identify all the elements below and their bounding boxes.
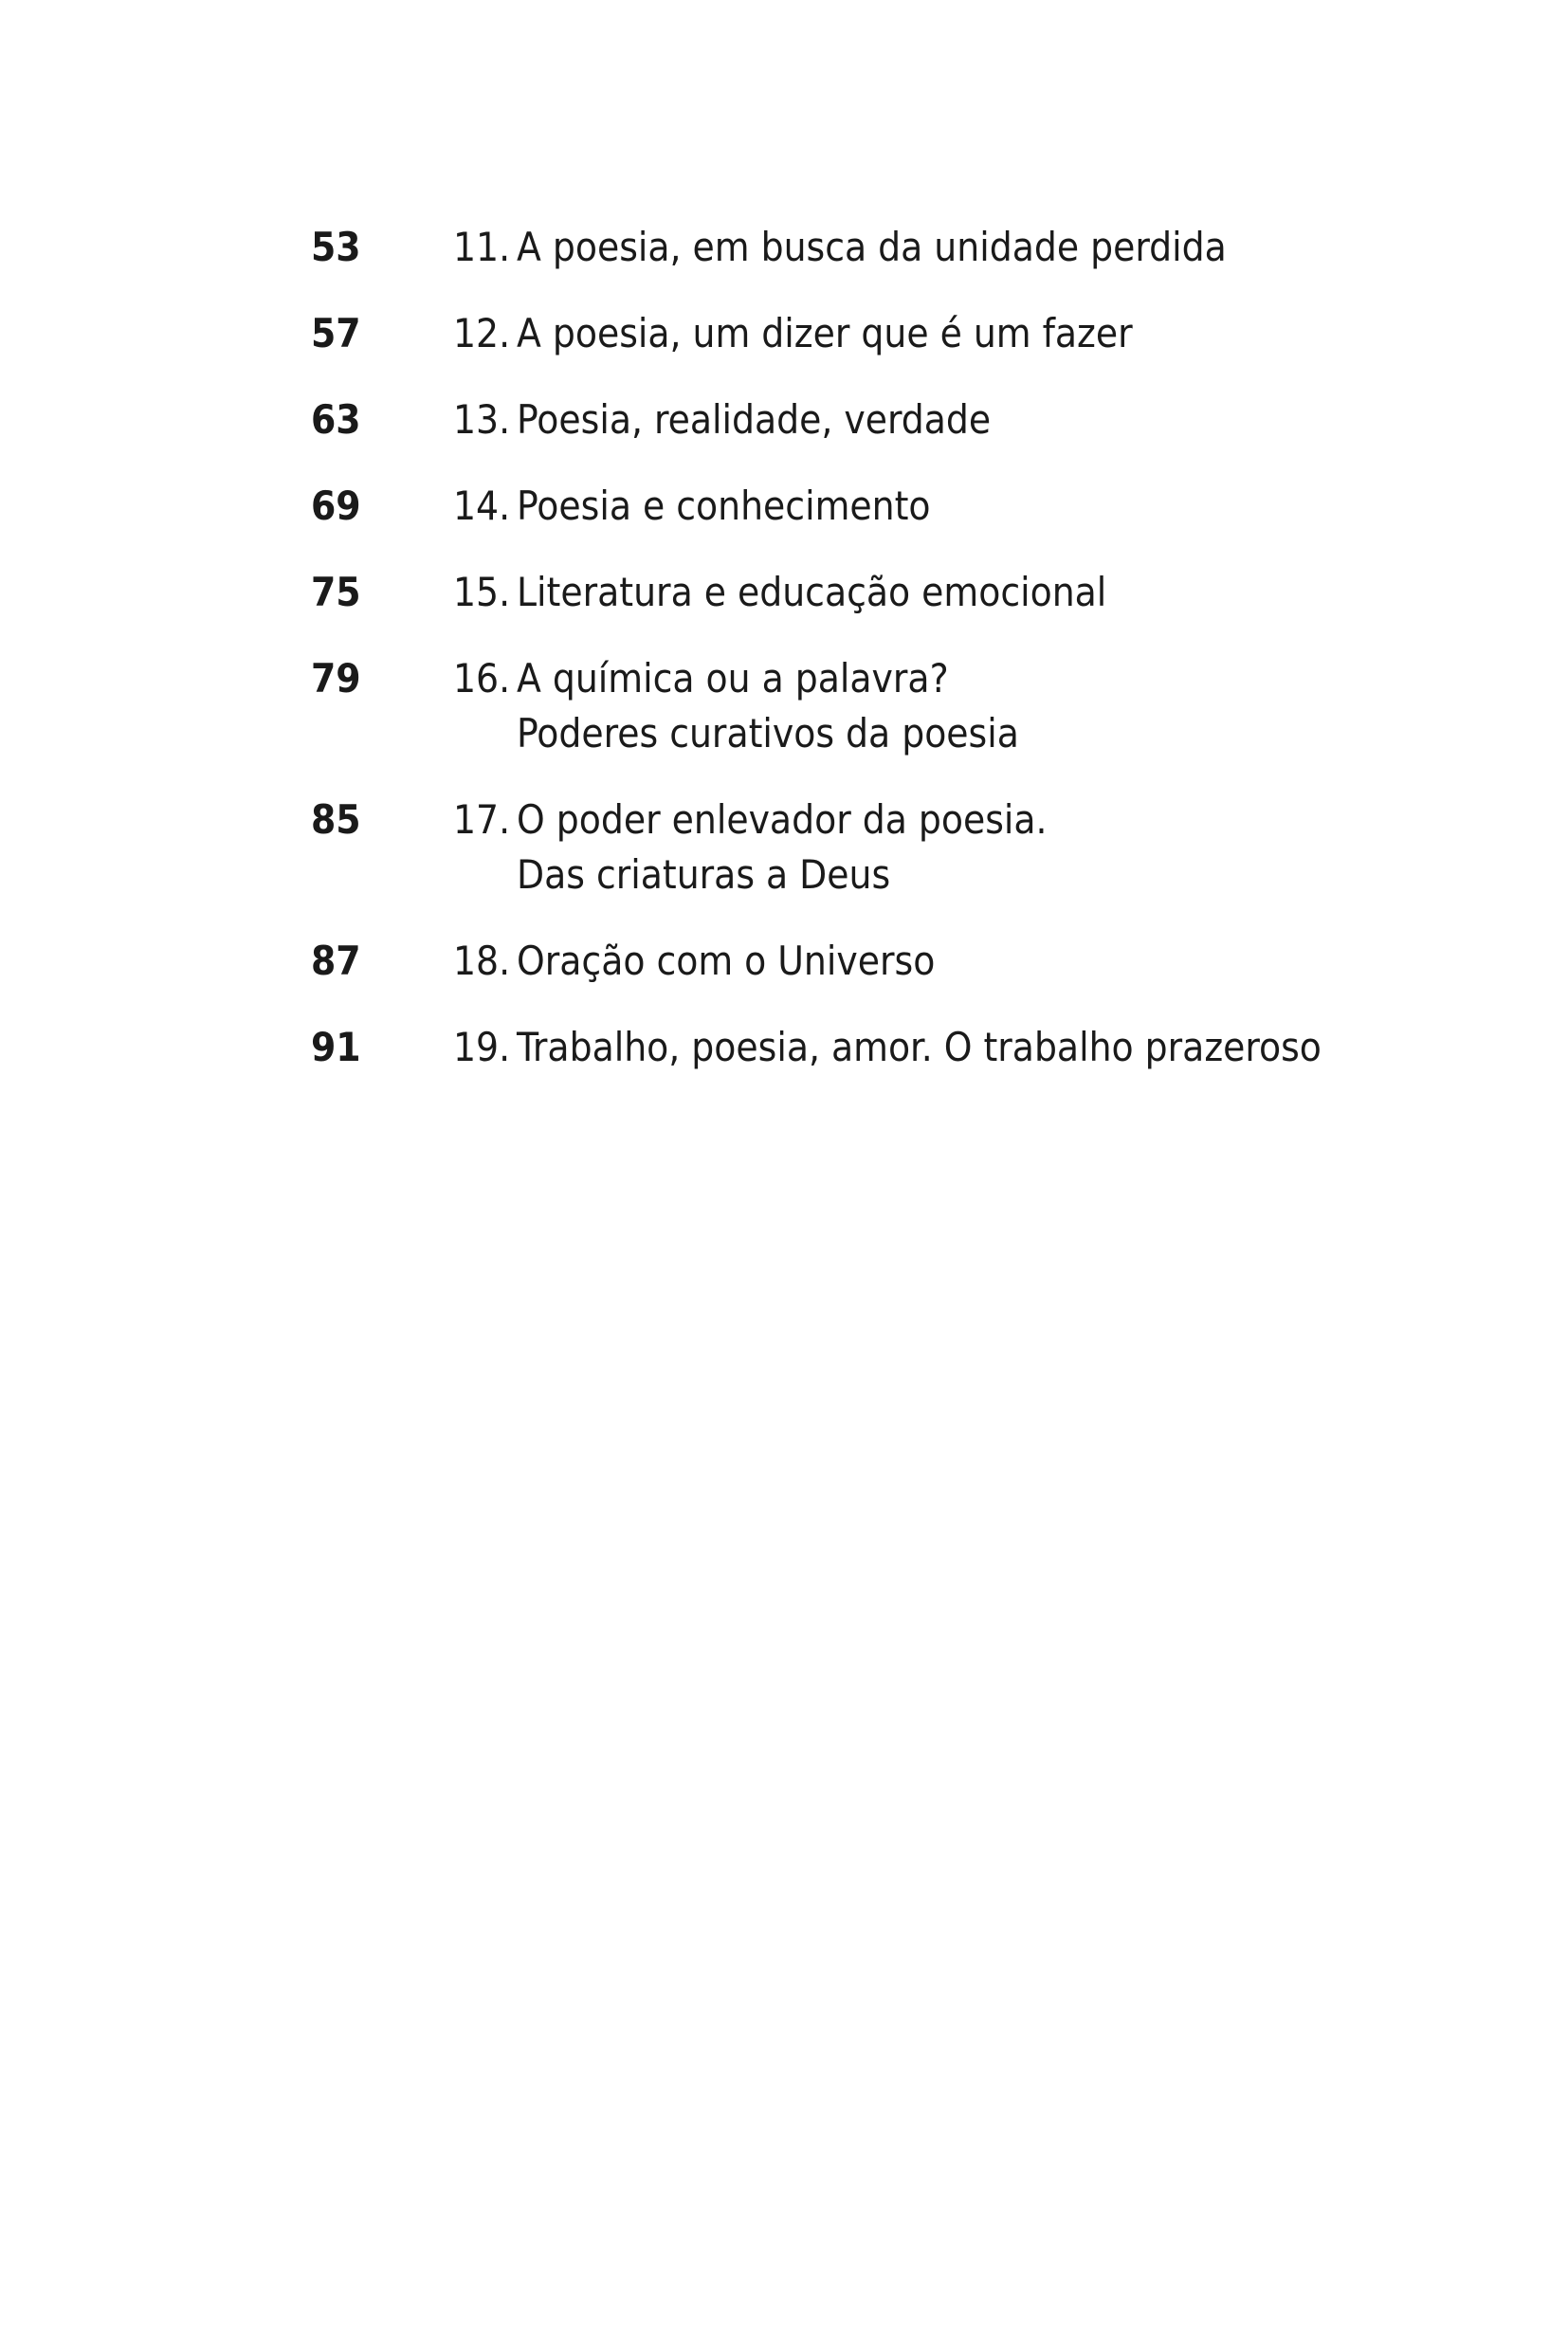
toc-page-number: 53 — [311, 224, 361, 270]
toc-chapter-number: 14. — [453, 483, 511, 529]
toc-chapter-title: Literatura e educação emocional — [517, 569, 1107, 615]
toc-page-number: 91 — [311, 1024, 361, 1070]
toc-page-number: 87 — [311, 938, 361, 984]
toc-chapter-number: 15. — [453, 569, 511, 615]
toc-chapter-number: 19. — [453, 1024, 511, 1070]
toc-chapter-title: Poesia e conhecimento — [517, 483, 931, 529]
toc-entry[interactable] — [0, 651, 1568, 761]
toc-chapter-number: 13. — [453, 396, 511, 443]
toc-page-number: 57 — [311, 310, 361, 356]
toc-page-number: 69 — [311, 483, 361, 529]
toc-chapter-title: Trabalho, poesia, amor. O trabalho prazeroso — [517, 1024, 1322, 1070]
table-of-contents — [0, 220, 1568, 1106]
toc-chapter-title: O poder enlevador da poesia. Das criaturas a Deus — [517, 796, 1048, 898]
toc-chapter-number: 18. — [453, 938, 511, 984]
toc-page-number: 63 — [311, 396, 361, 443]
toc-entry[interactable] — [0, 479, 1568, 534]
toc-chapter-title: A poesia, em busca da unidade perdida — [517, 224, 1227, 270]
toc-chapter-title: Oração com o Universo — [517, 938, 936, 984]
toc-entry[interactable] — [0, 565, 1568, 620]
toc-chapter-title: A poesia, um dizer que é um fazer — [517, 310, 1133, 356]
toc-page-number: 79 — [311, 655, 361, 702]
toc-chapter-title: Poesia, realidade, verdade — [517, 396, 992, 443]
toc-page-number: 75 — [311, 569, 361, 615]
toc-entry[interactable] — [0, 220, 1568, 275]
toc-page-number: 85 — [311, 796, 361, 843]
toc-entry[interactable] — [0, 392, 1568, 447]
toc-chapter-number: 16. — [453, 655, 511, 702]
toc-chapter-title: A química ou a palavra? Poderes curativos da poesia — [517, 655, 1019, 756]
toc-chapter-number: 12. — [453, 310, 511, 356]
toc-chapter-number: 11. — [453, 224, 511, 270]
toc-entry[interactable] — [0, 793, 1568, 902]
toc-chapter-number: 17. — [453, 796, 511, 843]
toc-entry[interactable] — [0, 934, 1568, 989]
toc-entry[interactable] — [0, 306, 1568, 361]
toc-entry[interactable] — [0, 1020, 1568, 1075]
